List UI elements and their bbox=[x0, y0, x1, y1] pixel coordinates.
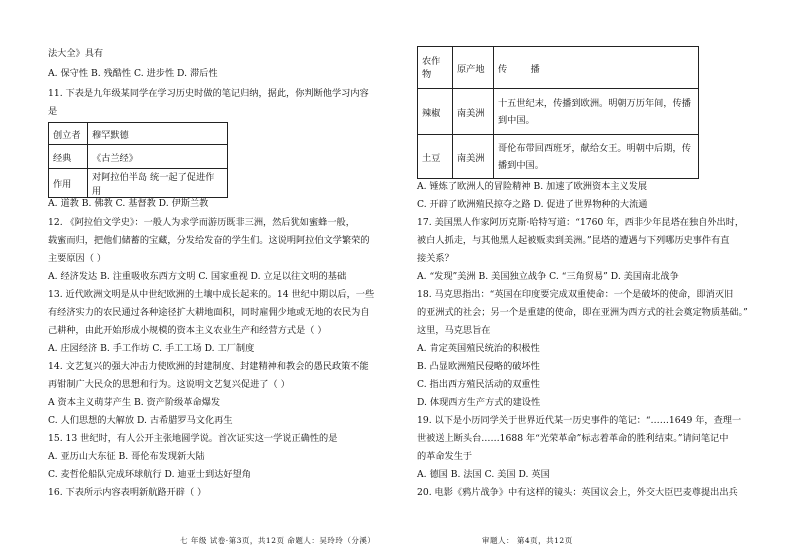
answer-options: A. 庄园经济 B. 手工作坊 C. 手工工场 D. 工厂制度 bbox=[48, 343, 255, 354]
answer-options: A. 经济发达 B. 注重吸收东西方文明 C. 国家重视 D. 立足以往文明的基础 bbox=[48, 271, 347, 282]
answer-options: A. 德国 B. 法国 C. 美国 D. 英国 bbox=[417, 469, 550, 480]
table-cell: 经典 bbox=[49, 145, 88, 169]
text-line: 法大全》具有 bbox=[48, 48, 104, 59]
answer-option: A. 肯定英国殖民统治的积极性 bbox=[417, 343, 540, 354]
answer-option: D. 体现西方生产方式的建设性 bbox=[417, 397, 541, 408]
table-header-cell: 农作物 bbox=[418, 47, 453, 89]
text-line: 这里，马克思旨在 bbox=[417, 325, 491, 336]
text-line: 再钳制广大民众的思想和行为。这说明文艺复兴促进了（ ） bbox=[48, 379, 290, 390]
answer-options: A. “发现”美洲 B. 美国独立战争 C. “三角贸易” D. 美国南北战争 bbox=[417, 271, 679, 282]
table-cell: 土豆 bbox=[418, 135, 453, 179]
question-12: 12. 《阿拉伯文学史》：一般人为求学而游历既非三洲，然后犹如蜜蜂一般， bbox=[48, 217, 355, 228]
question-18: 18. 马克思指出：“英国在印度要完成双重使命：一个是破坏的使命，即消灭旧 bbox=[417, 289, 734, 300]
table-cell: 穆罕默德 bbox=[88, 123, 228, 145]
text-line: 有经济实力的农民通过各种途径扩大耕地面积，同时雇佣少地或无地的农民为自 bbox=[48, 307, 370, 318]
table-row bbox=[418, 89, 699, 135]
text-line: 载蜜而归，把他们储蓄的宝藏，分发给发奋的学生们。这说明阿拉伯文学繁荣的 bbox=[48, 235, 370, 246]
question-17: 17. 美国黑人作家阿历克斯·哈特写道：“1760 年，西非少年昆塔在独自外出时， bbox=[417, 217, 745, 228]
answer-options: C. 麦哲伦船队完成环球航行 D. 迪亚士到达好望角 bbox=[48, 469, 251, 480]
question-11: 11. 下表是九年级某同学在学习历史时做的笔记归纳，据此，你判断他学习内容 bbox=[48, 88, 369, 99]
text-line: 是 bbox=[48, 106, 58, 117]
table-row bbox=[49, 169, 228, 198]
table-row bbox=[49, 145, 228, 169]
table-row bbox=[418, 135, 699, 179]
footer-right: 审题人： 第4页，共12页 bbox=[482, 536, 573, 545]
question-19: 19. 以下是小历同学关于世界近代某一历史事件的笔记：“……1649 年，查理一 bbox=[417, 415, 742, 426]
question-20: 20. 电影《鸦片战争》中有这样的镜头：英国议会上，外交大臣巴麦尊提出出兵 bbox=[417, 487, 738, 498]
table-cell: 南美洲 bbox=[453, 89, 494, 135]
table-cell: 创立者 bbox=[49, 123, 88, 145]
question-13: 13. 近代欧洲文明是从中世纪欧洲的土壤中成长起来的。14 世纪中期以后，一些 bbox=[48, 289, 375, 300]
table-cell: 作用 bbox=[49, 169, 88, 198]
answer-option: B. 凸显欧洲殖民侵略的破坏性 bbox=[417, 361, 540, 372]
table-cell: 对阿拉伯半岛 统一起了促进作用 bbox=[88, 169, 228, 198]
question-16: 16. 下表所示内容表明新航路开辟（ ） bbox=[48, 487, 207, 498]
answer-option: C. 指出西方殖民活动的双重性 bbox=[417, 379, 540, 390]
table-cell: 哥伦布带回西班牙，献给女王。明朝中后期，传播到中国。 bbox=[494, 135, 699, 179]
crop-table bbox=[417, 46, 699, 179]
table-header-row bbox=[418, 47, 699, 89]
text-line: 主要原因（ ） bbox=[48, 253, 107, 264]
table-header-cell: 传 播 bbox=[494, 47, 699, 89]
answer-options: C. 开辟了欧洲殖民掠夺之路 D. 促进了世界物种的大流通 bbox=[417, 199, 648, 210]
table-cell: 辣椒 bbox=[418, 89, 453, 135]
table-cell: 十五世纪末，传播到欧洲。明朝万历年间，传播到中国。 bbox=[494, 89, 699, 135]
table-header-cell: 原产地 bbox=[453, 47, 494, 89]
question-14: 14. 文艺复兴的强大冲击力使欧洲的封建制度、封建精神和教会的愚民政策不能 bbox=[48, 361, 369, 372]
text-line: 己耕种，由此开始形成小规模的资本主义农业生产和经营方式是（ ） bbox=[48, 325, 327, 336]
answer-options: C. 人们思想的大解放 D. 古希腊罗马文化再生 bbox=[48, 415, 233, 426]
text-line: 接关系？ bbox=[417, 253, 454, 264]
text-line: 的革命发生于 bbox=[417, 451, 473, 462]
table-cell: 《古兰经》 bbox=[88, 145, 228, 169]
text-line: 被白人抓走，与其他黑人起被贩卖到美洲。”昆塔的遭遇与下列哪历史事件有直 bbox=[417, 235, 730, 246]
table-row bbox=[49, 123, 228, 145]
notes-table bbox=[48, 122, 228, 198]
table-cell: 南美洲 bbox=[453, 135, 494, 179]
text-line: 世被送上断头台……1688 年“光荣革命”标志着革命的胜利结束。”请问笔记中 bbox=[417, 433, 729, 444]
text-line: 的亚洲式的社会；另一个是重建的使命，即在亚洲为西方式的社会奠定物质基础。” bbox=[417, 307, 748, 318]
answer-options: A. 保守性 B. 残酷性 C. 进步性 D. 滞后性 bbox=[48, 68, 218, 79]
footer-left: 七 年级 试卷·第3页，共12页 命题人：吴玲玲（分溪） bbox=[180, 536, 376, 545]
answer-options: A. 道教 B. 佛教 C. 基督教 D. 伊斯兰教 bbox=[48, 198, 209, 209]
answer-options: A 资本主义萌芽产生 B. 资产阶级革命爆发 bbox=[48, 397, 221, 408]
answer-options: A. 锤炼了欧洲人的冒险精神 B. 加速了欧洲资本主义发展 bbox=[417, 181, 648, 192]
question-15: 15. 13 世纪时，有人公开主张地圆学说。首次证实这一学说正确性的是 bbox=[48, 433, 338, 444]
answer-options: A. 亚历山大东征 B. 哥伦布发现新大陆 bbox=[48, 451, 205, 462]
